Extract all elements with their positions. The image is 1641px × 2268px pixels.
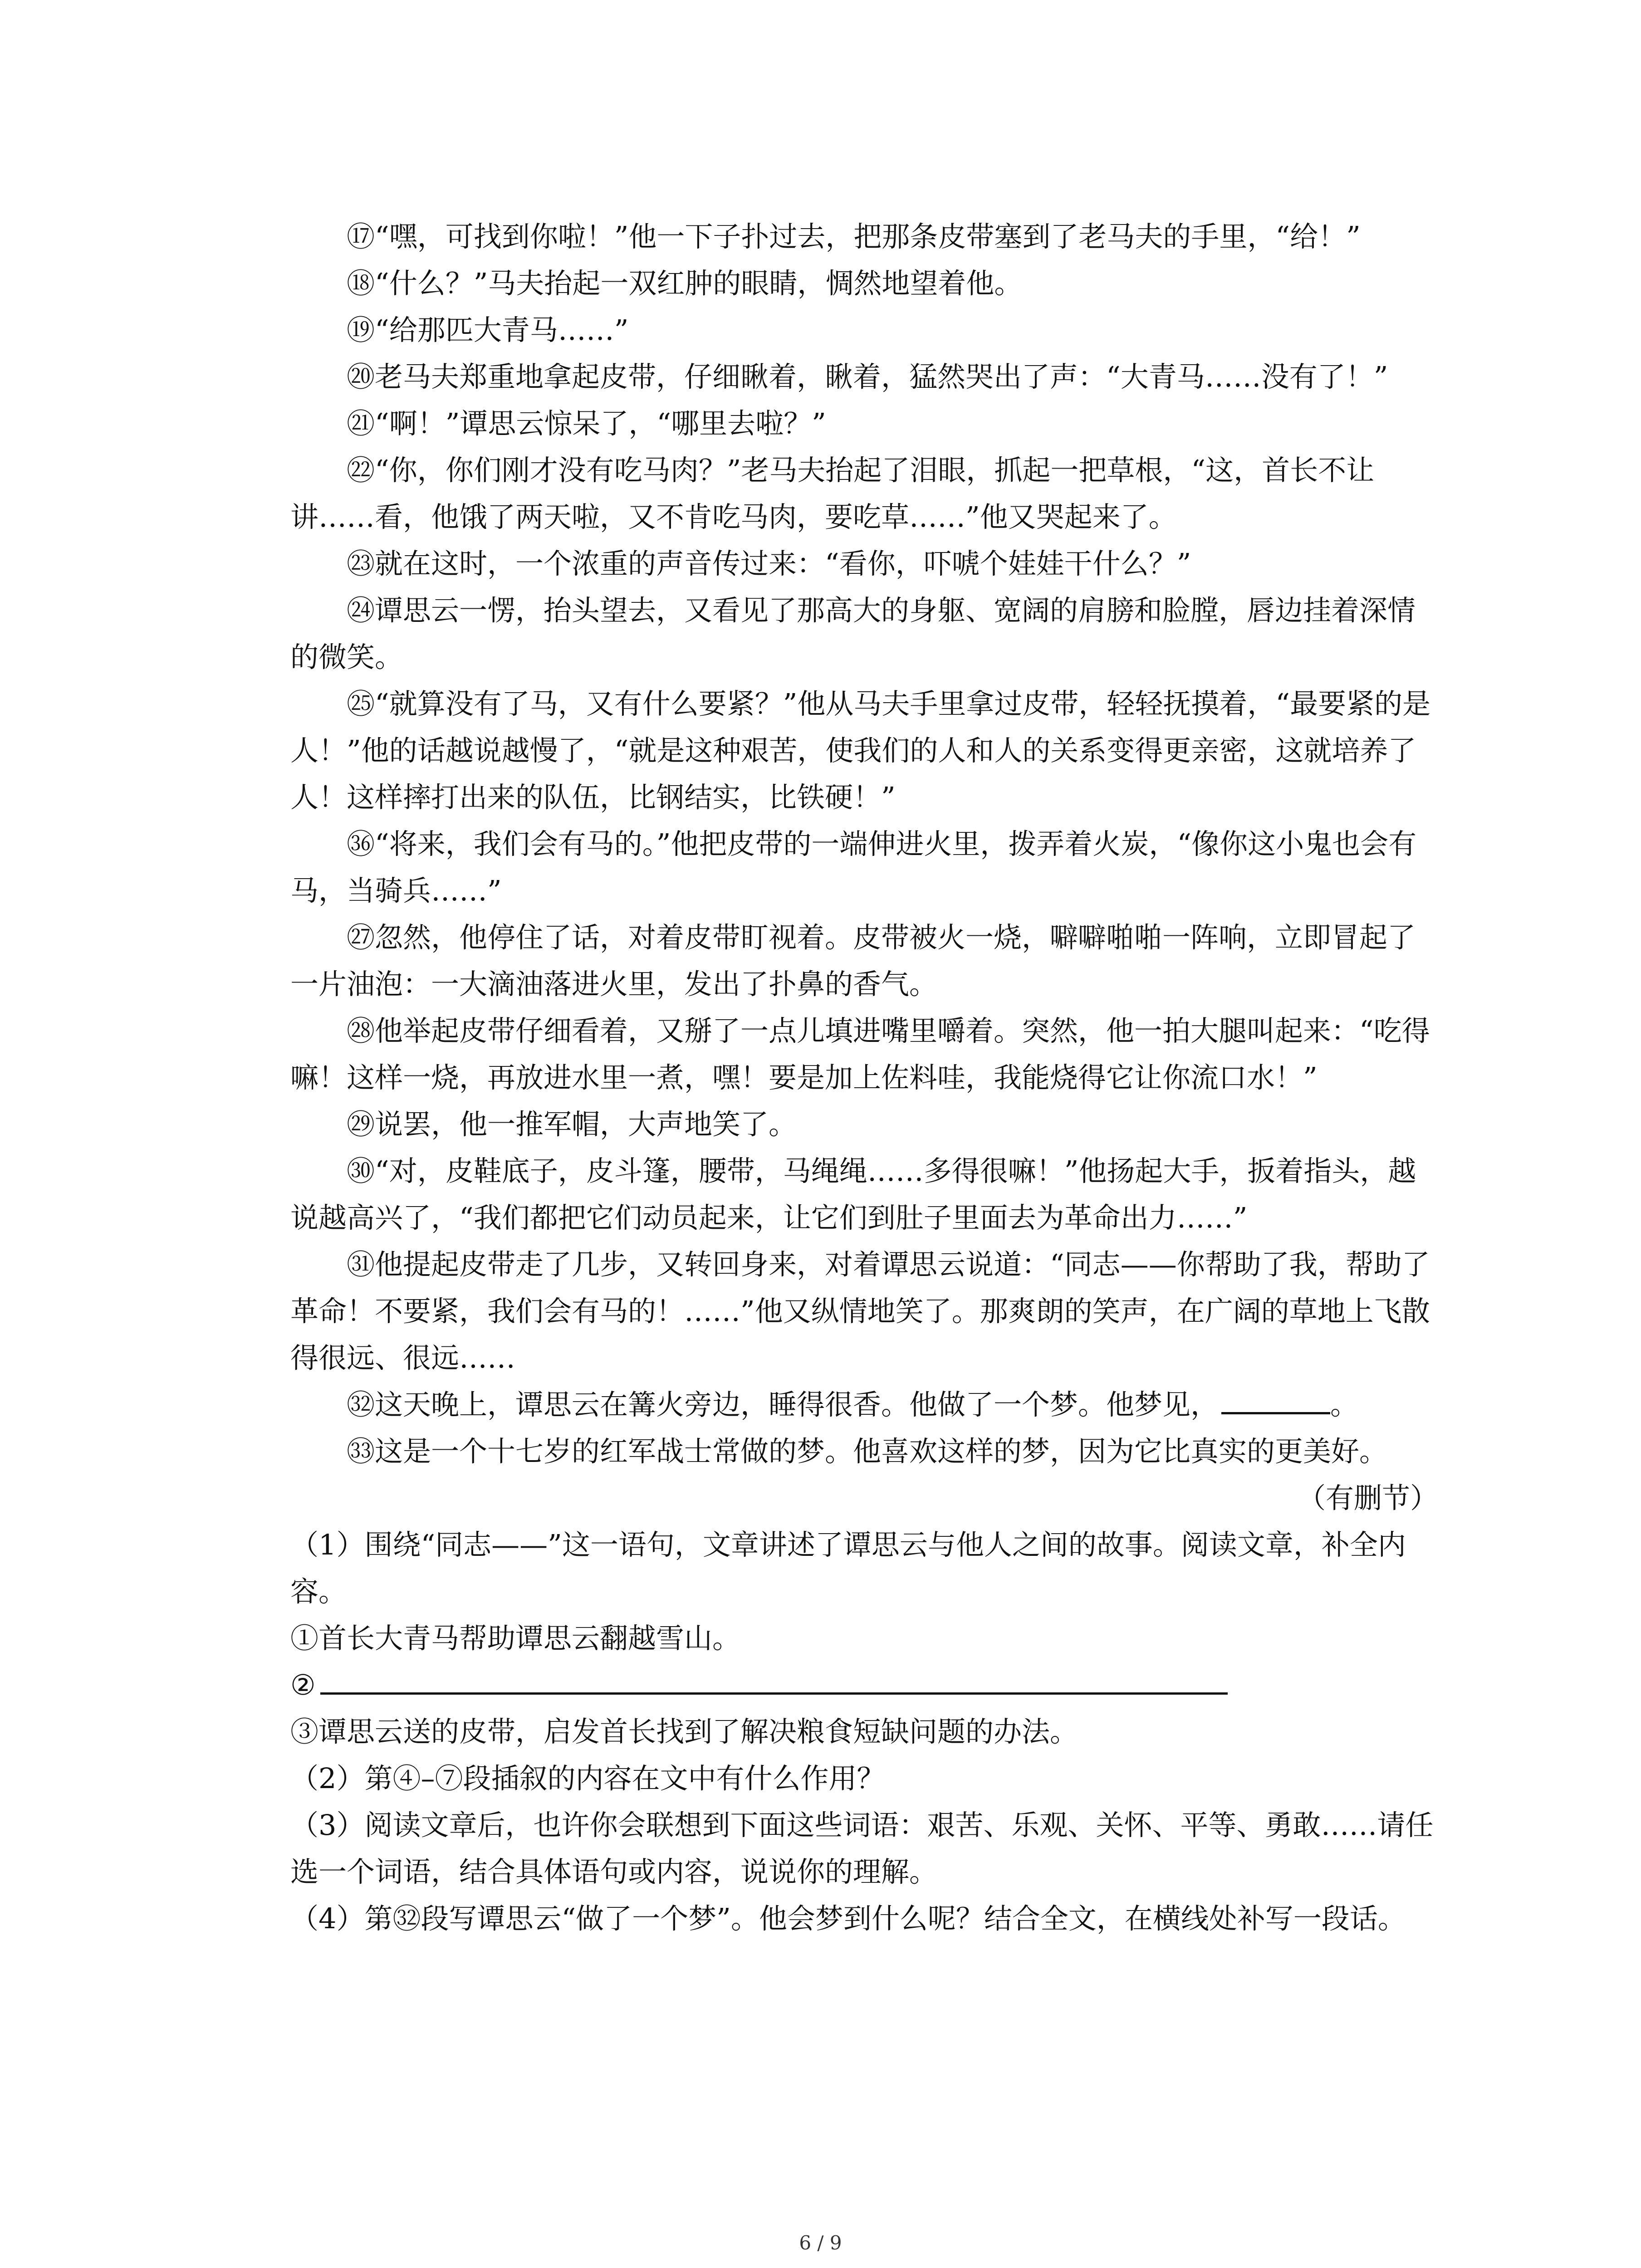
question-2: （2）第④–⑦段插叙的内容在文中有什么作用？ <box>290 1762 885 1795</box>
paragraph-32-text: ㉜这天晚上，谭思云在篝火旁边，睡得很香。他做了一个梦。他梦见， <box>347 1388 1219 1421</box>
paragraph-28: ㉘他举起皮带仔细看着，又掰了一点儿填进嘴里嚼着。突然，他一拍大腿叫起来：“吃得嘛！这样一烧，再放进水里一煮，嘿！要是加上佐料哇，我能烧得它让你流口水！” <box>290 1014 1430 1094</box>
question-1: （1）围绕“同志——”这一语句，文章讲述了谭思云与他人之间的故事。阅读文章，补全内容。 <box>290 1528 1406 1608</box>
questions-section <box>290 1521 1438 1942</box>
question-1-item-3: ③谭思云送的皮带，启发首长找到了解决粮食短缺问题的办法。 <box>290 1715 1078 1748</box>
paragraph-18: ⑱“什么？”马夫抬起一双红肿的眼睛，惆然地望着他。 <box>347 267 1023 300</box>
paragraph-27: ㉗忽然，他停住了话，对着皮带盯视着。皮带被火一烧，噼噼啪啪一阵响，立即冒起了一片油泡：一大滴油落进火里，发出了扑鼻的香气。 <box>290 921 1416 1001</box>
paragraph-22: ㉒“你，你们刚才没有吃马肉？”老马夫抬起了泪眼，抓起一把草根，“这，首长不让讲……看，他饿了两天啦，又不肯吃马肉，要吃草……”他又哭起来了。 <box>290 454 1375 533</box>
source-note: （有删节） <box>1297 1481 1438 1515</box>
paragraph-32-end: 。 <box>1330 1388 1359 1421</box>
question-1-item-2 <box>290 1662 1438 1708</box>
paragraph-20: ⑳老马夫郑重地拿起皮带，仔细瞅着，瞅着，猛然哭出了声：“大青马……没有了！” <box>347 360 1388 393</box>
question-3: （3）阅读文章后，也许你会联想到下面这些词语：艰苦、乐观、关怀、平等、勇敢……请任选一个词语，结合具体语句或内容，说说你的理解。 <box>290 1809 1434 1888</box>
paragraph-26: ㊱“将来，我们会有马的。”他把皮带的一端伸进火里，拨弄着火炭，“像你这小鬼也会有马，当骑兵……” <box>290 827 1417 907</box>
paragraph-17: ⑰“嘿，可找到你啦！”他一下子扑过去，把那条皮带塞到了老马夫的手里，“给！” <box>347 220 1361 253</box>
paragraph-32 <box>290 1381 1438 1428</box>
paragraph-33: ㉝这是一个十七岁的红军战士常做的梦。他喜欢这样的梦，因为它比真实的更美好。 <box>347 1435 1388 1468</box>
question-1-item-2-label: ② <box>290 1668 316 1701</box>
paragraph-24: ㉔谭思云一愣，抬头望去，又看见了那高大的身躯、宽阔的肩膀和脸膛，唇边挂着深情的微笑。 <box>290 594 1416 674</box>
article-body <box>290 213 1438 1942</box>
paragraph-25: ㉕“就算没有了马，又有什么要紧？”他从马夫手里拿过皮带，轻轻抚摸着，“最要紧的是人！”他的话越说越慢了，“就是这种艰苦，使我们的人和人的关系变得更亲密，这就培养了人！这样摔打出来的队伍，比钢结实，比铁硬！” <box>290 687 1431 814</box>
page-number: 6 / 9 <box>799 2232 842 2254</box>
paragraph-30: ㉚“对，皮鞋底子，皮斗篷，腰带，马绳绳……多得很嘛！”他扬起大手，扳着指头，越说越高兴了，“我们都把它们动员起来，让它们到肚子里面去为革命出力……” <box>290 1154 1416 1234</box>
paragraph-23: ㉓就在这时，一个浓重的声音传过来：“看你，吓唬个娃娃干什么？” <box>347 547 1191 580</box>
paragraph-21: ㉑“啊！”谭思云惊呆了，“哪里去啦？” <box>347 407 826 440</box>
paragraph-29: ㉙说罢，他一推军帽，大声地笑了。 <box>347 1108 797 1141</box>
paragraph-19: ⑲“给那匹大青马……” <box>347 313 629 347</box>
fill-in-blank[interactable] <box>1221 1408 1330 1414</box>
paragraph-31: ㉛他提起皮带走了几步，又转回身来，对着谭思云说道：“同志——你帮助了我，帮助了革命！不要紧，我们会有马的！……”他又纵情地笑了。那爽朗的笑声，在广阔的草地上飞散得很远、很远…… <box>290 1248 1430 1374</box>
question-1-item-1: ①首长大青马帮助谭思云翻越雪山。 <box>290 1622 741 1655</box>
question-4: （4）第㉜段写谭思云“做了一个梦”。他会梦到什么呢？结合全文，在横线处补写一段话。 <box>290 1902 1406 1935</box>
answer-blank-line[interactable] <box>320 1688 1228 1695</box>
